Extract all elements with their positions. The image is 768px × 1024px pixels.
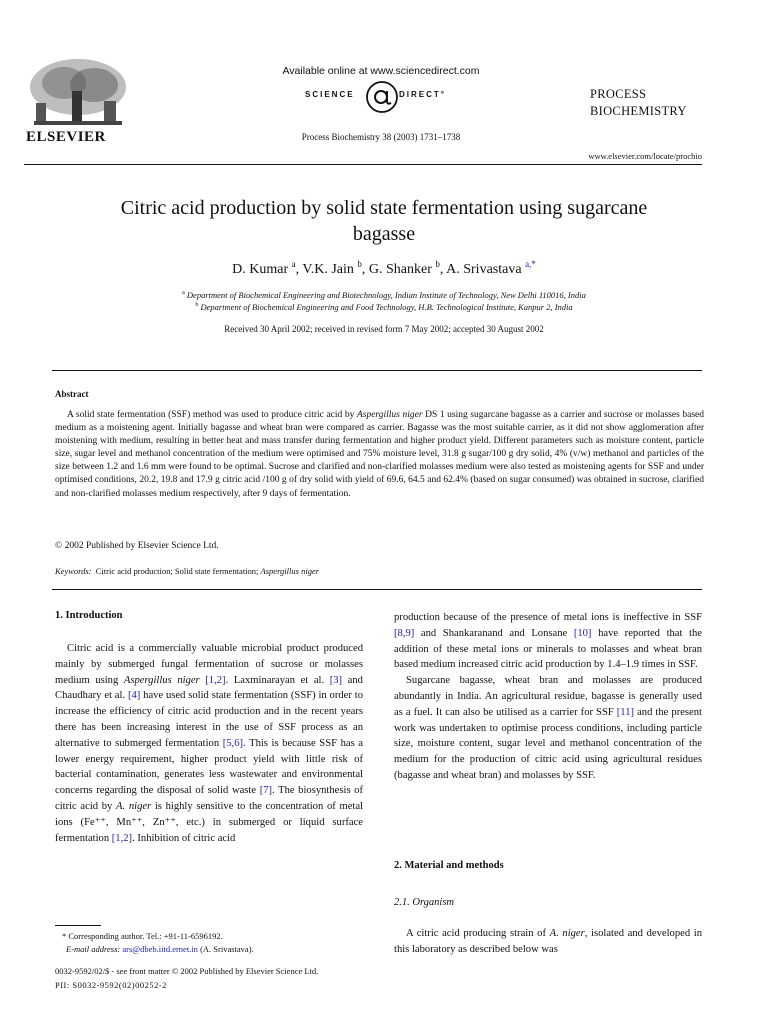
affiliation-sup: b — [195, 302, 199, 308]
author-name: V.K. Jain — [302, 262, 354, 277]
citation-link[interactable]: [5,6] — [222, 737, 244, 749]
paragraph — [394, 673, 702, 784]
species-name: A. niger — [116, 800, 152, 812]
author-sup[interactable]: a,* — [525, 259, 536, 269]
footnote-divider — [55, 925, 101, 926]
section-heading-introduction: 1. Introduction — [55, 610, 123, 621]
at-sign-icon — [365, 80, 399, 114]
text-run: and Chaudhary et al. — [55, 674, 363, 702]
paragraph — [394, 610, 702, 673]
text-run: . Inhibition of citric acid — [132, 832, 236, 844]
abstract-top-divider — [52, 370, 702, 371]
abstract-text — [55, 409, 704, 501]
subsection-heading-organism: 2.1. Organism — [394, 897, 454, 908]
right-column-body — [394, 610, 702, 784]
keywords-text: Citric acid production; Solid state fermentation; — [95, 566, 261, 576]
abstract-run: A solid state fermentation (SSF) method was used to produce citric acid by — [67, 410, 357, 420]
introduction-body — [55, 641, 363, 846]
abstract-run: DS 1 using sugarcane bagasse as a carrier and sucrose or molasses based medium as a moistening agent. Initially bagasse and wheat bran were compared as carrier. Bagasse was the most suitable carrier, as it did not show agglomeration after moistening with medium, resulting in better heat and mass transfer during fermentation and higher product yield. Different parameters such as moisture content, particle size, sugar level and methanol concentration of the medium were optimised and 75% moisture level, 31.8 g sugar/100 g dry solid, 4% (v/w) methanol and particles of the size between 1.2 and 1.6 mm were found to be optimal. Sucrose and clarified and non-clarified molasses medium were also tested as moistening agents for SSF and under optimised conditions, 20.2, 19.8 and 17.9 g citric acid /100 g of dry solid with yield of 69.6, 64.5 and 62.4% (based on sugar consumed) was obtained in sucrose, clarified and non-clarified molasses medium respectively, after 9 days of fermentation. — [55, 410, 704, 499]
paragraph — [394, 926, 702, 958]
citation-link[interactable]: [1,2] — [111, 832, 133, 844]
journal-title — [590, 86, 687, 120]
citation-link[interactable]: [3] — [329, 674, 343, 686]
affiliation-text: Department of Biochemical Engineering and Biotechnology, Indian Institute of Technology, New Delhi 110016, India — [186, 290, 586, 300]
journal-reference: Process Biochemistry 38 (2003) 1731–1738 — [301, 132, 461, 142]
text-run: production because of the presence of metal ions is ineffective in SSF — [394, 612, 702, 623]
header-divider — [24, 164, 702, 165]
text-run: and Shankaranand and Lonsane — [414, 627, 574, 639]
section-heading-methods: 2. Material and methods — [394, 860, 504, 871]
article-title — [40, 195, 728, 247]
text-run: A citric acid producing strain of — [406, 928, 550, 939]
species-name: A. niger — [549, 928, 585, 939]
abstract-copyright: © 2002 Published by Elsevier Science Ltd. — [55, 541, 219, 551]
paragraph — [55, 641, 363, 846]
text-run: . This is because SSF has a lower energy requirement, higher product yield with little risk of bacterial contamination, generates less wastewater and environmental concerns regarding the disposal of solid waste — [55, 737, 363, 797]
received-dates: Received 30 April 2002; received in revised form 7 May 2002; accepted 30 August 2002 — [224, 324, 544, 334]
abstract-species: Aspergillus niger — [356, 410, 423, 420]
available-online-text[interactable]: Available online at www.sciencedirect.com — [282, 65, 480, 77]
author-sup: b — [435, 259, 440, 269]
citation-link[interactable]: [1,2] — [205, 674, 226, 686]
text-run: and the present work was undertaken to optimise process conditions, including particle size, moisture content, sugar level and methanol concentration of the medium for the production of citric acid using agricultural residues (bagasse and wheat bran) and molasses by SSF. — [394, 706, 702, 781]
front-matter-line: 0032-9592/02/$ - see front matter © 2002 Published by Elsevier Science Ltd. — [55, 966, 319, 976]
author-name: D. Kumar — [232, 262, 289, 277]
author-name: A. Srivastava — [446, 262, 522, 277]
title-line2: bagasse — [352, 223, 416, 245]
species-name: Aspergillus niger — [123, 674, 200, 686]
citation-link[interactable]: [8,9] — [394, 627, 415, 639]
keywords — [55, 566, 319, 576]
journal-title-line2: BIOCHEMISTRY — [590, 104, 687, 118]
abstract-heading: Abstract — [55, 389, 89, 399]
citation-link[interactable]: [11] — [616, 706, 635, 718]
author-name: G. Shanker — [368, 262, 432, 277]
sd-left-text: SCIENCE — [305, 90, 355, 99]
sciencedirect-logo — [305, 80, 465, 114]
email-link[interactable]: ars@dbeb.iitd.ernet.in — [122, 944, 198, 954]
text-run: have used solid state fermentation (SSF) in order to increase the efficiency of citric acid production and in the recent years there has been increasing interest in the use of SSF process as an alternative to submerged fermentation — [55, 690, 363, 749]
publisher-name: ELSEVIER — [26, 129, 106, 145]
text-run: . Laxminarayan et al. — [225, 674, 330, 686]
author-sup: a — [291, 259, 296, 269]
affiliation-text: Department of Biochemical Engineering and Food Technology, H.B. Technological Institute, Kanpur 2, India — [200, 302, 573, 312]
footnote-corresponding: * Corresponding author. Tel.: +91-11-6596192. — [62, 931, 223, 941]
organism-body — [394, 926, 702, 958]
author-sup: b — [357, 259, 362, 269]
abstract-bottom-divider — [52, 589, 702, 590]
keywords-species: Aspergillus niger — [260, 566, 320, 576]
author-list: D. Kumar $^a$, V.K. Jain $^b$, G. Shanker $^b$, A. Srivastava $^{a,*}$ — [232, 259, 536, 277]
affiliation-b — [40, 302, 728, 312]
citation-link[interactable]: [4] — [127, 690, 141, 702]
text-run: have reported that the addition of these metal ions or minerals to molasses and wheat bran based medium increased citric acid production by 1.4–1.9 times in SSF. — [394, 627, 702, 671]
affiliation-sup: a — [182, 290, 185, 296]
footnote-email — [66, 944, 254, 954]
sd-right-text: DIRECT° — [399, 90, 446, 99]
journal-title-line1: PROCESS — [590, 87, 647, 101]
citation-link[interactable]: [10] — [573, 627, 592, 639]
text-run: . The biosynthesis of citric acid by — [55, 785, 363, 812]
email-owner: (A. Srivastava). — [197, 944, 254, 954]
title-line1: Citric acid production by solid state fermentation using sugarcane — [120, 197, 648, 219]
keywords-label: Keywords: — [55, 566, 92, 576]
journal-url[interactable]: www.elsevier.com/locate/procbio — [588, 151, 702, 161]
pii-line: PII: S0032-9592(02)00252-2 — [55, 980, 167, 990]
text-run: Sugarcane bagasse, wheat bran and molasses are produced abundantly in India. An agricultural residue, bagasse is generally used as a fuel. It can also be utilised as a carrier for SSF — [394, 675, 702, 718]
text-run: Citric acid is a commercially valuable microbial product produced mainly by submerged fungal fermentation of sucrose or molasses medium using — [55, 643, 363, 686]
citation-link[interactable]: [7] — [259, 785, 273, 797]
text-run: , isolated and developed in this laboratory as described below was — [394, 928, 702, 955]
email-label: E-mail address: — [66, 944, 121, 954]
text-run: is highly sensitive to the concentration of metal ions (Fe⁺⁺, Mn⁺⁺, Zn⁺⁺, etc.) in submerged or liquid surface fermentation — [55, 800, 363, 844]
affiliation-a — [40, 290, 728, 300]
